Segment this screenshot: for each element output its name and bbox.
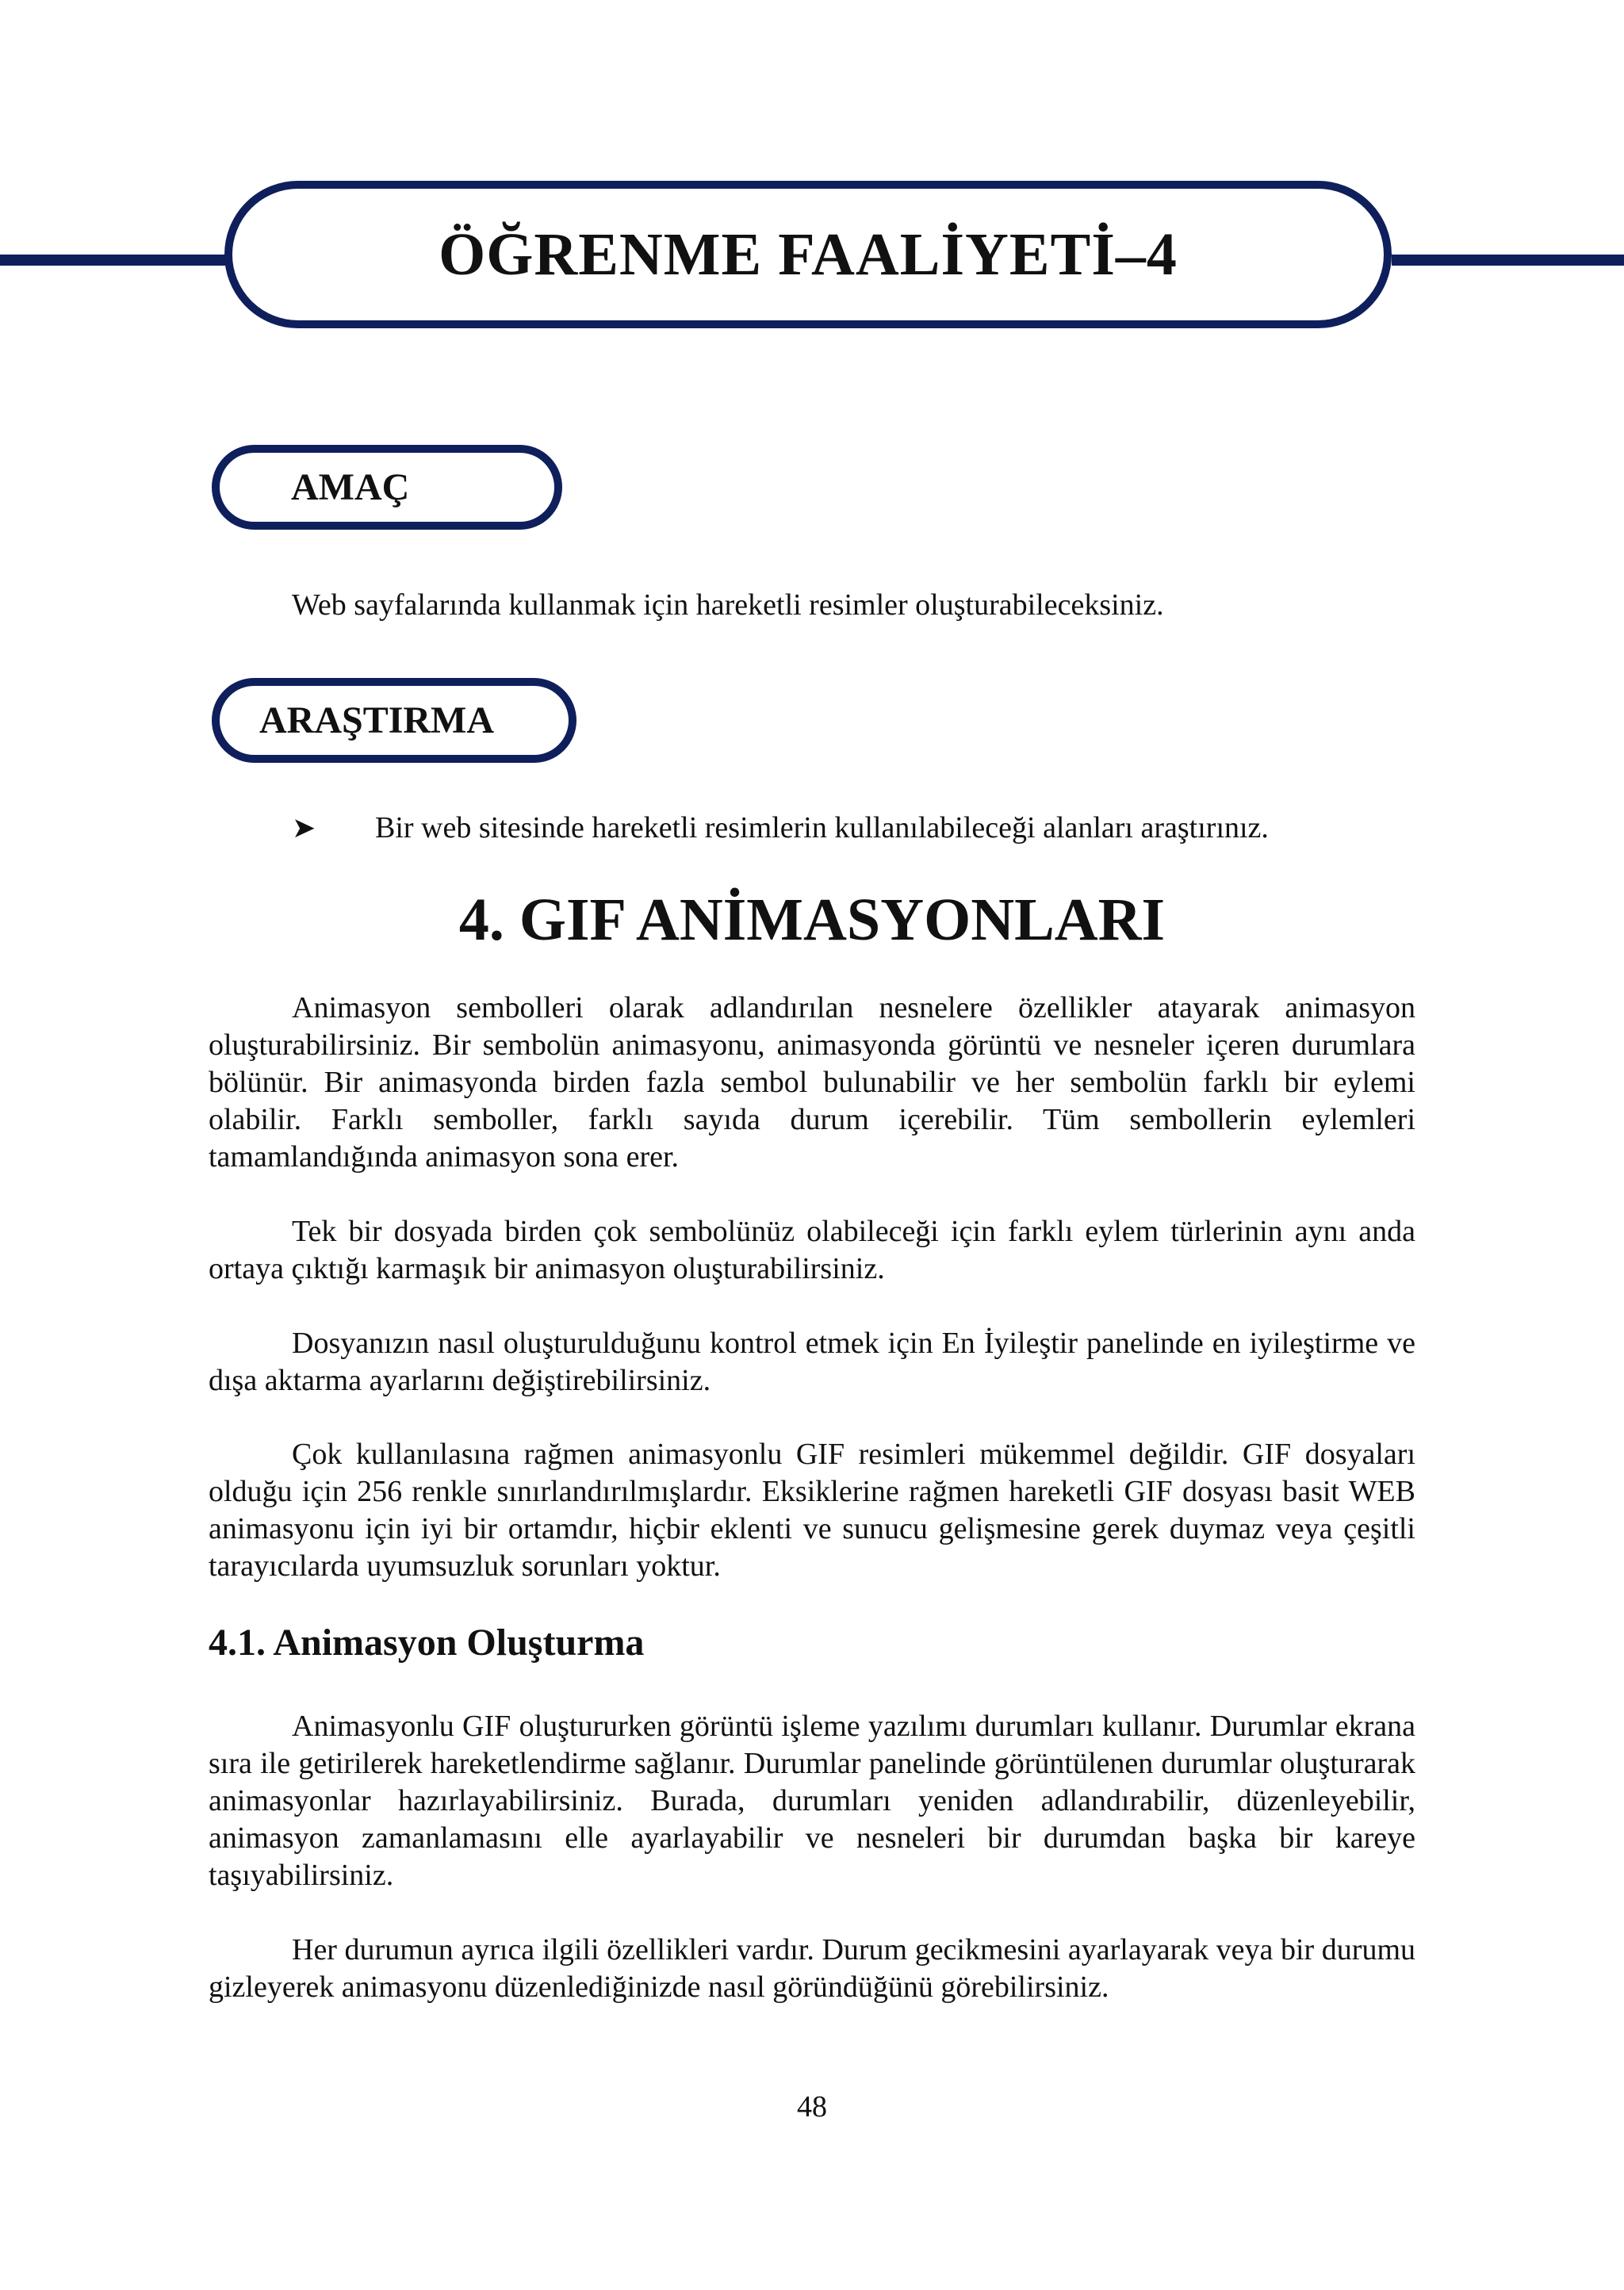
chapter-paragraph: Çok kullanılasına rağmen animasyonlu GIF resimleri mükemmel değildir. GIF dosyaları olduğu için 256 renkle sınırlandırılmışlardır. Eksiklerine rağmen hareketli GIF dosyası basit WEB animasyonu için iyi bir ortamdır, hiçbir eklenti ve sunucu gelişmesine gerek duymaz veya çeşitli tarayıcılarda uyumsuzluk sorunları yoktur. [209, 1438, 1415, 1583]
arastirma-label: ARAŞTIRMA [259, 699, 495, 741]
chapter-title: 4. GIF ANİMASYONLARI [458, 887, 1166, 953]
chapter-paragraph: Dosyanızın nasıl oluşturulduğunu kontrol etmek için En İyileştir panelinde en iyileştirme ve dışa aktarma ayarlarını değiştirebilirsiniz. [209, 1327, 1415, 1397]
header-banner [224, 181, 1392, 328]
header-rule-right [1392, 255, 1624, 266]
page-title: ÖĞRENME FAALİYETİ–4 [439, 220, 1178, 288]
amac-label: AMAÇ [291, 466, 410, 508]
page-number: 48 [797, 2090, 827, 2123]
section-heading: 4.1. Animasyon Oluşturma [209, 1622, 645, 1664]
arastirma-tag [212, 678, 576, 763]
arrow-bullet-icon: ➤ [292, 812, 316, 844]
chapter-paragraph: Tek bir dosyada birden çok sembolünüz olabileceği için farklı eylem türlerinin aynı anda ortaya çıktığı karmaşık bir animasyon oluşturabilirsiniz. [209, 1215, 1415, 1285]
section-paragraph: Her durumun ayrıca ilgili özellikleri vardır. Durum gecikmesini ayarlayarak veya bir durumu gizleyerek animasyonu düzenlediğinizde nasıl göründüğünü görebilirsiniz. [209, 1933, 1415, 2004]
section-paragraph: Animasyonlu GIF oluştururken görüntü işleme yazılımı durumları kullanır. Durumlar ekrana sıra ile getirilerek hareketlendirme sağlanır. Durumlar panelinde görüntülenen durumlar oluşturarak animasyonlar hazırlayabilirsiniz. Burada, durumları yeniden adlandırabilir, düzenleyebilir, animasyon zamanlamasını elle ayarlayabilir ve nesneleri bir durumdan başka bir kareye taşıyabilirsiniz. [209, 1710, 1415, 1892]
amac-tag [212, 445, 562, 530]
chapter-paragraph: Animasyon sembolleri olarak adlandırılan nesnelere özellikler atayarak animasyon oluşturabilirsiniz. Bir sembolün animasyonu, animasyonda görüntü ve nesneler içeren durumlara bölünür. Bir animasyonda birden fazla sembol bulunabilir ve her sembolün farklı bir eylemi olabilir. Farklı semboller, farklı sayıda durum içerebilir. Tüm sembollerin eylemleri tamamlandığında animasyon sona erer. [209, 991, 1415, 1174]
header-rule-left [0, 255, 230, 266]
arastirma-list-item [292, 810, 1269, 845]
amac-text: Web sayfalarında kullanmak için hareketli resimler oluşturabileceksiniz. [292, 588, 1164, 622]
arastirma-item-text: Bir web sitesinde hareketli resimlerin kullanılabileceği alanları araştırınız. [375, 811, 1269, 844]
